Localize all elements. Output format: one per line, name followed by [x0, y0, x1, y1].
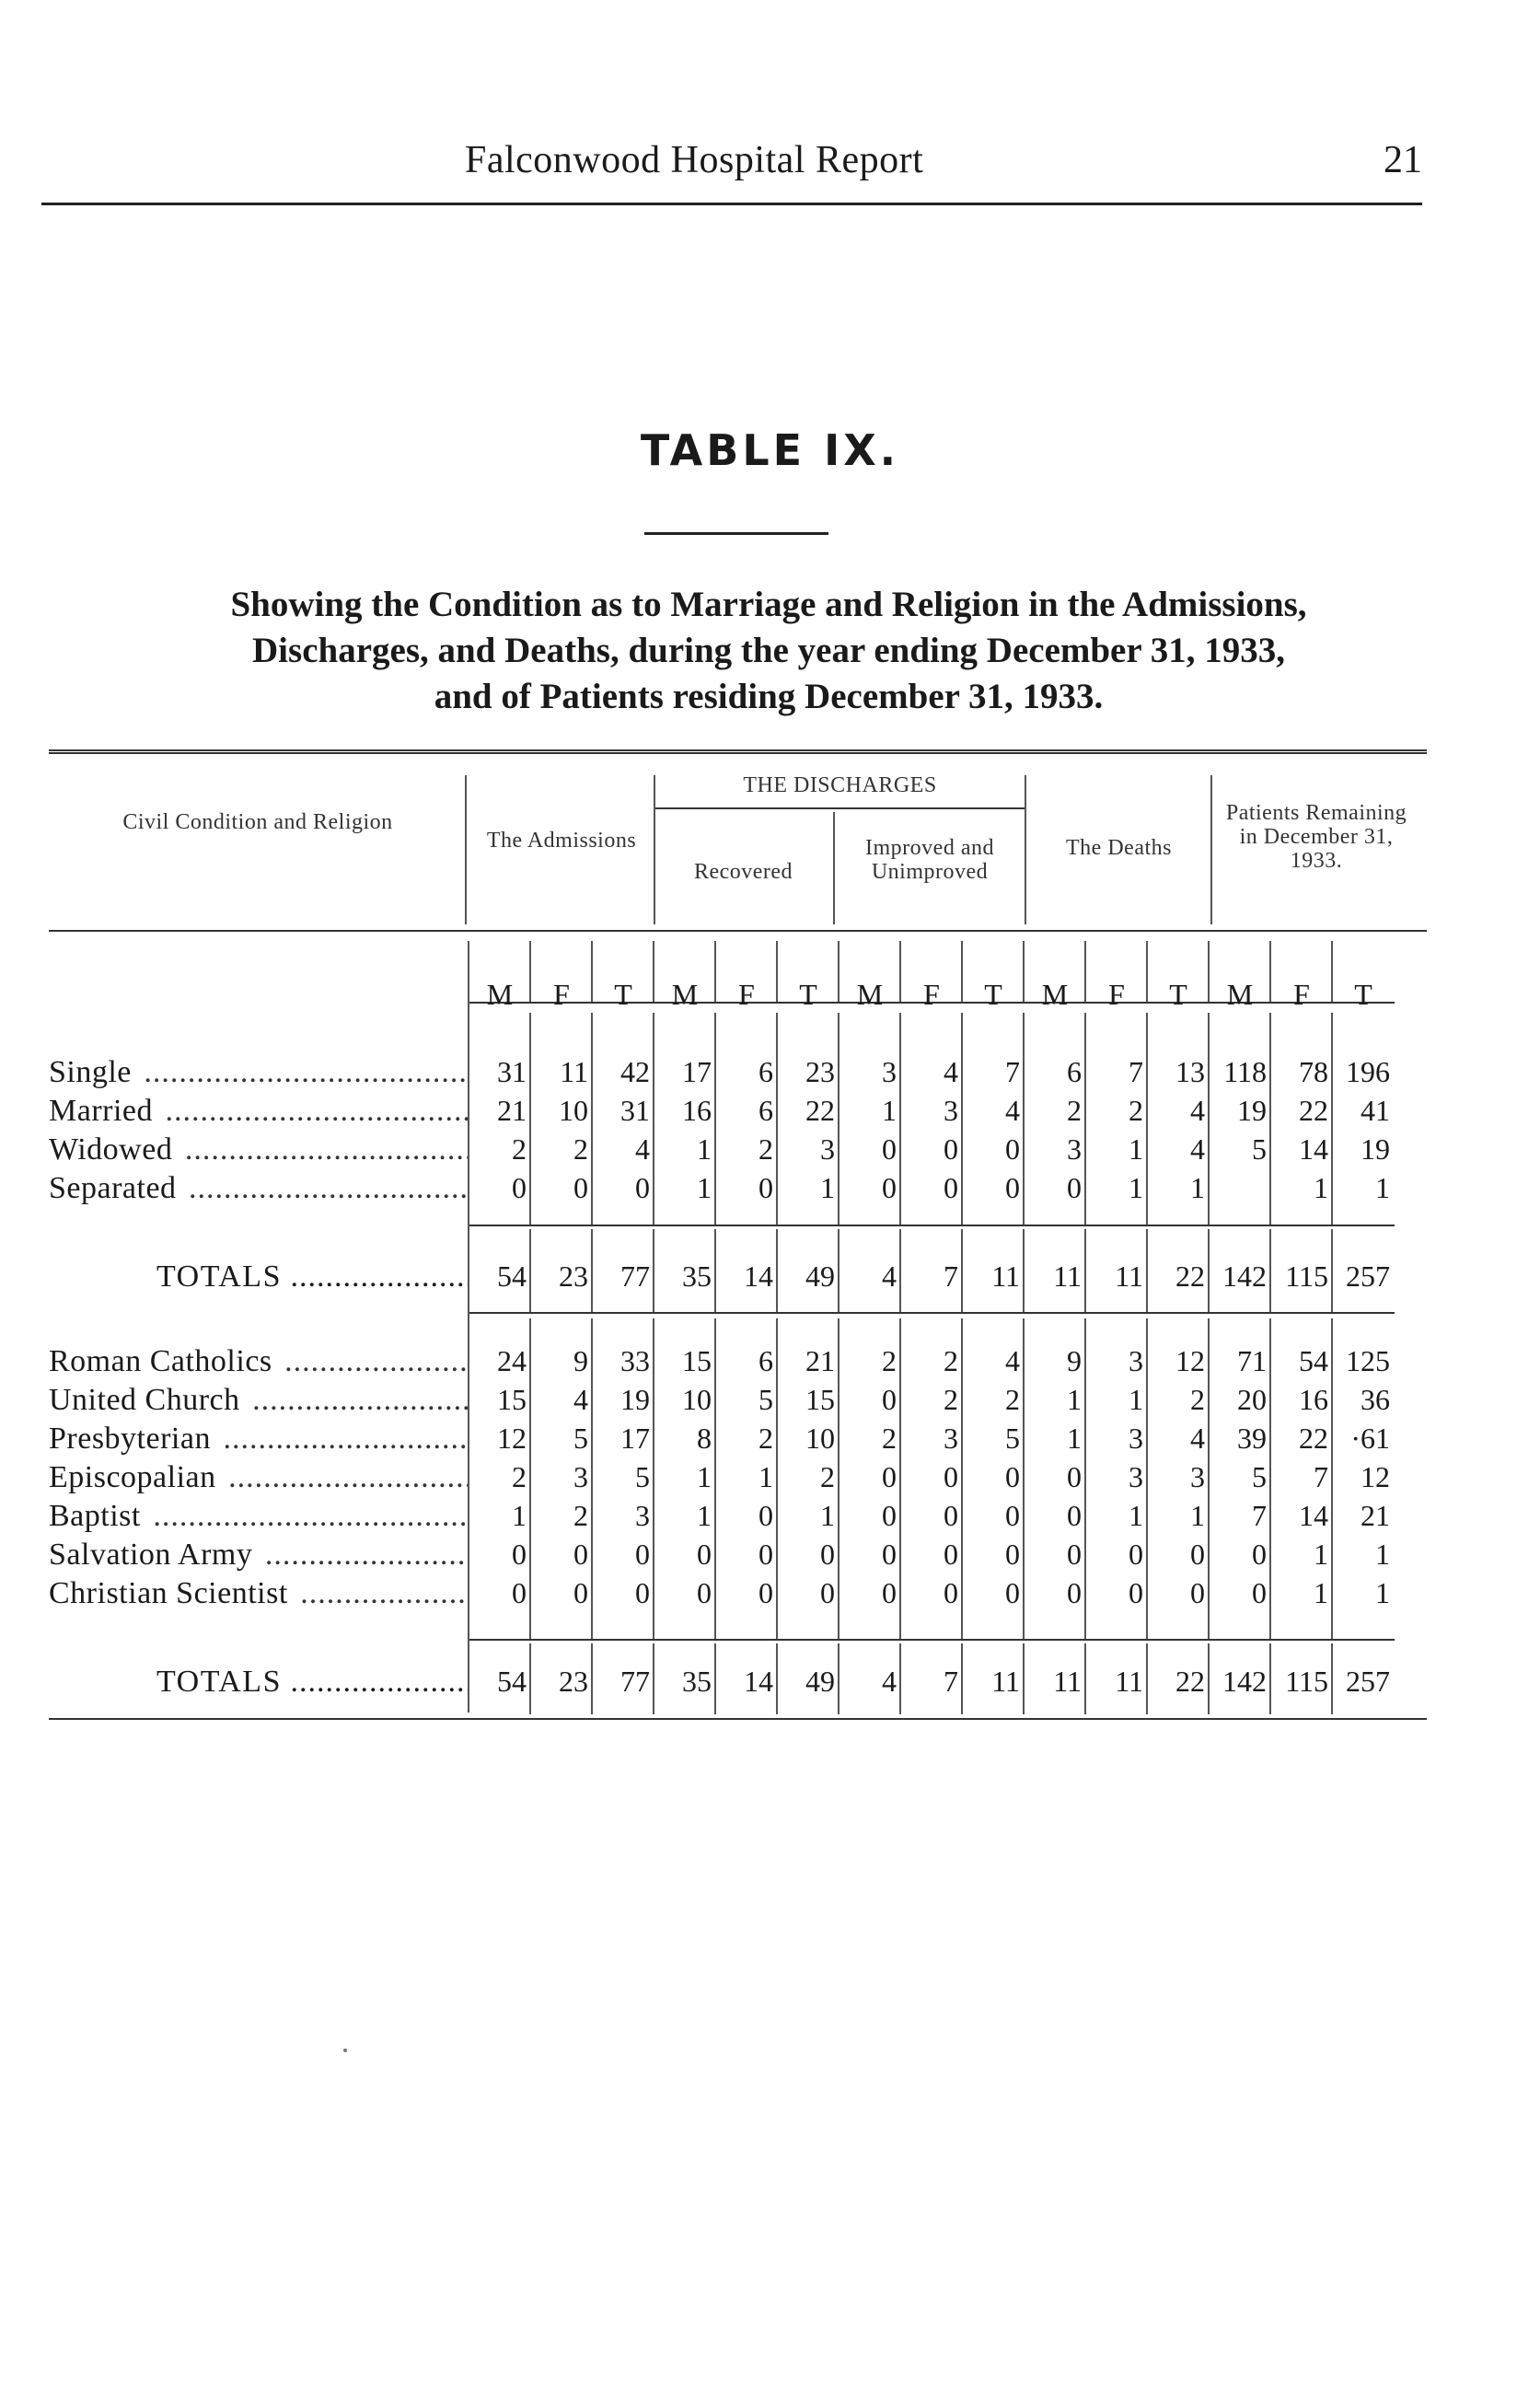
religion-row-cell: 1 — [1129, 1383, 1143, 1416]
civil-row-cell: 196 — [1346, 1055, 1390, 1088]
religion-row-cell: 71 — [1237, 1344, 1267, 1377]
header-divider — [833, 812, 835, 924]
civil-row-cell: 19 — [1361, 1132, 1390, 1166]
religion-row-cell: 0 — [573, 1538, 588, 1571]
religion-row-cell: 0 — [820, 1576, 835, 1609]
civil-row-cell: 6 — [758, 1055, 773, 1088]
row-label-baptist: Baptist ..... — [49, 1499, 468, 1534]
religion-row-cell: 1 — [697, 1460, 712, 1493]
civil-row-cell: 4 — [1190, 1132, 1205, 1166]
religion-row-cell: 21 — [1361, 1499, 1390, 1532]
column-rule — [653, 941, 654, 1002]
column-letter: M — [856, 978, 884, 1011]
civil-row-cell: 1 — [1375, 1171, 1390, 1204]
religion-row-cell: 0 — [697, 1576, 712, 1609]
religion-row-cell: 0 — [1067, 1460, 1082, 1493]
civil-row-cell: 0 — [882, 1132, 897, 1166]
civil-row-cell: 3 — [820, 1132, 835, 1166]
religion-row-cell: 20 — [1237, 1383, 1267, 1416]
religion-row-cell: 12 — [497, 1422, 527, 1455]
civil-row-cell: 0 — [944, 1132, 958, 1166]
religion-row-cell: 0 — [1129, 1576, 1143, 1609]
table-top-rule — [49, 749, 1427, 754]
religion-row-cell: 2 — [944, 1344, 958, 1377]
religion-row-cell: 0 — [1190, 1576, 1205, 1609]
religion-row-cell: 7 — [1314, 1460, 1328, 1493]
religion-row-cell: 3 — [573, 1460, 588, 1493]
civil-totals-label: TOTALS ..... — [156, 1260, 468, 1294]
header-divider — [465, 775, 467, 924]
row-label-united-church: United Church ..... — [49, 1383, 468, 1418]
civil-row-cell: 1 — [1314, 1171, 1328, 1204]
religion-row-cell: 5 — [1252, 1460, 1267, 1493]
row-label-salvation-army: Salvation Army ..... — [49, 1538, 468, 1573]
religion-row-cell: 0 — [944, 1460, 958, 1493]
religion-row-cell: 0 — [944, 1499, 958, 1532]
religion-row-cell: 2 — [512, 1460, 527, 1493]
column-rule — [961, 941, 963, 1002]
religion-row-cell: 4 — [1190, 1422, 1205, 1455]
religion-row-cell: 1 — [697, 1499, 712, 1532]
civil-row-cell: 0 — [573, 1171, 588, 1204]
civil-row-cell: 4 — [1190, 1094, 1205, 1127]
civil-row-cell: 1 — [882, 1094, 897, 1127]
religion-row-cell: 7 — [1252, 1499, 1267, 1532]
header-divider — [654, 775, 655, 924]
column-letter: T — [984, 978, 1002, 1011]
religion-row-cell: 1 — [512, 1499, 527, 1532]
religion-row-cell: 0 — [944, 1576, 958, 1609]
religion-row-cell: 1 — [1129, 1499, 1143, 1532]
civil-row-cell: 3 — [882, 1055, 897, 1088]
civil-row-cell: 1 — [1129, 1132, 1143, 1166]
civil-row-cell: 22 — [1299, 1094, 1328, 1127]
religion-totals-cell: 11 — [1115, 1665, 1143, 1698]
religion-totals-cell: 49 — [805, 1665, 835, 1698]
report-title: Falconwood Hospital Report — [465, 139, 924, 181]
religion-row-cell: 0 — [758, 1499, 773, 1532]
column-letter: M — [1041, 978, 1069, 1011]
civil-row-cell: 2 — [758, 1132, 773, 1166]
religion-totals-cell: 11 — [1053, 1665, 1082, 1698]
column-rule — [776, 941, 778, 1002]
civil-row-cell: 16 — [682, 1094, 712, 1127]
column-letter: F — [738, 978, 755, 1011]
column-rule — [899, 941, 901, 1002]
religion-row-cell: 1 — [1067, 1422, 1082, 1455]
civil-totals-cell: 23 — [559, 1260, 588, 1293]
religion-row-cell: 21 — [805, 1344, 835, 1377]
religion-row-cell: 0 — [1190, 1538, 1205, 1571]
religion-row-cell: 4 — [1005, 1344, 1020, 1377]
caption-line: Discharges, and Deaths, during the year ending December 31, 1933, — [252, 631, 1285, 670]
religion-row-cell: 54 — [1299, 1344, 1328, 1377]
religion-row-cell: 15 — [805, 1383, 835, 1416]
civil-totals-cell: 11 — [1053, 1260, 1082, 1293]
religion-row-cell: 9 — [1067, 1344, 1082, 1377]
religion-row-cell: 0 — [820, 1538, 835, 1571]
column-rule — [1146, 941, 1148, 1002]
religion-row-cell: 0 — [635, 1576, 650, 1609]
religion-row-cell: 10 — [682, 1383, 712, 1416]
civil-totals-cell: 115 — [1285, 1260, 1328, 1293]
religion-row-cell: 5 — [573, 1422, 588, 1455]
religion-totals-cell: 142 — [1222, 1665, 1267, 1698]
page-number: 21 — [1384, 139, 1422, 181]
civil-totals-cell: 7 — [944, 1260, 958, 1293]
civil-row-cell: 13 — [1175, 1055, 1205, 1088]
civil-row-cell: 4 — [944, 1055, 958, 1088]
civil-totals-cell: 142 — [1222, 1260, 1267, 1293]
civil-row-cell: 7 — [1129, 1055, 1143, 1088]
religion-row-cell: 0 — [944, 1538, 958, 1571]
column-rule — [1331, 941, 1333, 1002]
civil-totals-cell: 77 — [620, 1260, 650, 1293]
civil-row-cell: 31 — [620, 1094, 650, 1127]
religion-totals-cell: 35 — [682, 1665, 712, 1698]
civil-row-cell: 17 — [682, 1055, 712, 1088]
civil-row-cell: 1 — [1190, 1171, 1205, 1204]
religion-totals-cell: 77 — [620, 1665, 650, 1698]
column-rule — [1084, 941, 1086, 1002]
row-label-single: Single ..... — [49, 1055, 468, 1090]
civil-row-cell: 0 — [1005, 1171, 1020, 1204]
column-letter: F — [923, 978, 940, 1011]
civil-row-cell: 1 — [820, 1171, 835, 1204]
discharges-header: THE DISCHARGES — [743, 773, 937, 797]
civil-row-cell: 0 — [635, 1171, 650, 1204]
religion-row-cell: 2 — [882, 1422, 897, 1455]
religion-totals-rule — [469, 1639, 1395, 1641]
row-label-separated: Separated ..... — [49, 1171, 468, 1206]
recovered-header: Recovered — [693, 860, 793, 884]
religion-row-cell: 1 — [1067, 1383, 1082, 1416]
caption-line: and of Patients residing December 31, 1933. — [434, 677, 1104, 716]
row-label-roman-catholics: Roman Catholics ..... — [49, 1344, 468, 1379]
religion-row-cell: 1 — [1375, 1576, 1390, 1609]
civil-row-cell: 7 — [1005, 1055, 1020, 1088]
religion-row-cell: 8 — [697, 1422, 712, 1455]
caption-line: Showing the Condition as to Marriage and Religion in the Admissions, — [230, 585, 1307, 624]
civil-row-cell: 3 — [944, 1094, 958, 1127]
civil-totals-cell: 22 — [1175, 1260, 1205, 1293]
civil-row-cell: 6 — [758, 1094, 773, 1127]
row-label-episcopalian: Episcopalian ..... — [49, 1460, 468, 1495]
civil-row-cell: 1 — [1129, 1171, 1143, 1204]
religion-totals-cell: 11 — [991, 1665, 1020, 1698]
religion-row-cell: 2 — [882, 1344, 897, 1377]
civil-totals-cell: 11 — [991, 1260, 1020, 1293]
column-letter: T — [799, 978, 817, 1011]
religion-totals-cell: 14 — [744, 1665, 773, 1698]
column-letter: T — [1354, 978, 1372, 1011]
civil-row-cell: 2 — [1067, 1094, 1082, 1127]
civil-row-cell: 1 — [697, 1171, 712, 1204]
religion-row-cell: 3 — [635, 1499, 650, 1532]
table-title: TABLE IX. — [640, 425, 900, 475]
column-rule — [1023, 941, 1025, 1002]
religion-row-cell: 12 — [1361, 1460, 1390, 1493]
religion-row-cell: 125 — [1346, 1344, 1390, 1377]
civil-row-cell: 14 — [1299, 1132, 1328, 1166]
religion-row-cell: 0 — [1252, 1576, 1267, 1609]
religion-row-cell: 1 — [1190, 1499, 1205, 1532]
religion-row-cell: 15 — [682, 1344, 712, 1377]
religion-row-cell: 0 — [882, 1460, 897, 1493]
religion-row-cell: 3 — [1190, 1460, 1205, 1493]
religion-row-cell: 12 — [1175, 1344, 1205, 1377]
header-divider — [1210, 775, 1212, 924]
religion-row-cell: 19 — [620, 1383, 650, 1416]
improved-header: Improved and Unimproved — [865, 836, 994, 884]
civil-row-cell: 118 — [1223, 1055, 1267, 1088]
religion-totals-cell: 4 — [882, 1665, 897, 1698]
religion-row-cell: 24 — [497, 1344, 527, 1377]
religion-row-cell: 5 — [635, 1460, 650, 1493]
religion-row-cell: 3 — [944, 1422, 958, 1455]
religion-row-cell: 2 — [573, 1499, 588, 1532]
deaths-header: The Deaths — [1066, 836, 1172, 860]
civil-totals-cell: 4 — [882, 1260, 897, 1293]
religion-row-cell: 14 — [1299, 1499, 1328, 1532]
religion-row-cell: 0 — [573, 1576, 588, 1609]
religion-row-cell: 0 — [1067, 1538, 1082, 1571]
religion-row-cell: 0 — [512, 1576, 527, 1609]
religion-row-cell: 0 — [1129, 1538, 1143, 1571]
religion-row-cell: 0 — [758, 1576, 773, 1609]
religion-row-cell: 3 — [1129, 1460, 1143, 1493]
civil-totals-cell: 54 — [497, 1260, 527, 1293]
religion-row-cell: 22 — [1299, 1422, 1328, 1455]
paper-speck — [343, 2049, 347, 2052]
civil-row-cell: 19 — [1237, 1094, 1267, 1127]
religion-row-cell: 5 — [758, 1383, 773, 1416]
civil-row-cell: 4 — [1005, 1094, 1020, 1127]
civil-row-cell: 21 — [497, 1094, 527, 1127]
religion-row-cell: 39 — [1237, 1422, 1267, 1455]
civil-totals-cell: 11 — [1115, 1260, 1143, 1293]
table-bottom-rule — [49, 1718, 1427, 1720]
religion-row-cell: 0 — [882, 1538, 897, 1571]
civil-row-cell: 3 — [1067, 1132, 1082, 1166]
religion-totals-cell: 54 — [497, 1665, 527, 1698]
religion-totals-cell: 23 — [559, 1665, 588, 1698]
discharges-rule — [654, 807, 1025, 809]
religion-row-cell: 0 — [758, 1538, 773, 1571]
religion-row-cell: 0 — [882, 1576, 897, 1609]
civil-row-cell: 22 — [805, 1094, 835, 1127]
column-letter: M — [486, 978, 514, 1011]
civil-row-cell: 6 — [1067, 1055, 1082, 1088]
religion-row-cell: 0 — [1005, 1576, 1020, 1609]
row-label-married: Married ..... — [49, 1094, 468, 1129]
totals-top-rule — [469, 1225, 1395, 1226]
civil-row-cell: 2 — [1129, 1094, 1143, 1127]
religion-row-cell: 2 — [944, 1383, 958, 1416]
column-rule — [529, 941, 531, 1002]
religion-row-cell: 0 — [1067, 1576, 1082, 1609]
religion-totals-cell: 257 — [1346, 1665, 1390, 1698]
religion-totals-label: TOTALS ..... — [156, 1665, 468, 1700]
civil-row-cell: 5 — [1252, 1132, 1267, 1166]
civil-row-cell: 0 — [1005, 1132, 1020, 1166]
civil-totals-cell: 257 — [1346, 1260, 1390, 1293]
header-divider — [1025, 775, 1026, 924]
religion-row-cell: 0 — [1005, 1538, 1020, 1571]
religion-row-cell: ·61 — [1350, 1422, 1390, 1455]
religion-row-cell: 1 — [1314, 1576, 1328, 1609]
stub-header: Civil Condition and Religion — [122, 810, 393, 834]
civil-row-cell: 0 — [512, 1171, 527, 1204]
admissions-header: The Admissions — [486, 829, 637, 853]
column-letter: F — [1108, 978, 1125, 1011]
religion-totals-cell: 115 — [1285, 1665, 1328, 1698]
religion-totals-cell: 22 — [1175, 1665, 1205, 1698]
civil-row-cell: 0 — [1067, 1171, 1082, 1204]
civil-row-cell: 42 — [620, 1055, 650, 1088]
religion-row-cell: 1 — [1314, 1538, 1328, 1571]
religion-row-cell: 1 — [758, 1460, 773, 1493]
civil-row-cell: 4 — [635, 1132, 650, 1166]
religion-row-cell: 15 — [497, 1383, 527, 1416]
civil-row-cell: 1 — [697, 1132, 712, 1166]
religion-row-cell: 1 — [1375, 1538, 1390, 1571]
civil-row-cell: 0 — [882, 1171, 897, 1204]
religion-row-cell: 2 — [758, 1422, 773, 1455]
civil-row-cell: 11 — [560, 1055, 588, 1088]
religion-row-cell: 3 — [1129, 1344, 1143, 1377]
civil-row-cell: 41 — [1361, 1094, 1390, 1127]
religion-row-cell: 0 — [512, 1538, 527, 1571]
religion-totals-cell: 7 — [944, 1665, 958, 1698]
column-letter: F — [1293, 978, 1310, 1011]
civil-row-cell: 78 — [1299, 1055, 1328, 1088]
civil-row-cell: 2 — [512, 1132, 527, 1166]
religion-row-cell: 0 — [697, 1538, 712, 1571]
civil-row-cell: 0 — [944, 1171, 958, 1204]
religion-row-cell: 33 — [620, 1344, 650, 1377]
religion-row-cell: 4 — [573, 1383, 588, 1416]
column-rule — [838, 941, 839, 1002]
religion-row-cell: 9 — [573, 1344, 588, 1377]
row-label-presbyterian: Presbyterian ..... — [49, 1422, 468, 1457]
religion-row-cell: 0 — [1067, 1499, 1082, 1532]
religion-row-cell: 36 — [1361, 1383, 1390, 1416]
religion-row-cell: 2 — [820, 1460, 835, 1493]
religion-row-cell: 0 — [882, 1499, 897, 1532]
religion-row-cell: 2 — [1190, 1383, 1205, 1416]
religion-row-cell: 6 — [758, 1344, 773, 1377]
row-label-widowed: Widowed ..... — [49, 1132, 468, 1167]
religion-row-cell: 3 — [1129, 1422, 1143, 1455]
religion-row-cell: 16 — [1299, 1383, 1328, 1416]
civil-totals-cell: 14 — [744, 1260, 773, 1293]
civil-row-cell: 23 — [805, 1055, 835, 1088]
religion-row-cell: 10 — [805, 1422, 835, 1455]
religion-row-cell: 17 — [620, 1422, 650, 1455]
civil-totals-cell: 49 — [805, 1260, 835, 1293]
totals-bottom-rule — [469, 1312, 1395, 1314]
religion-row-cell: 0 — [1005, 1499, 1020, 1532]
column-rule — [1269, 941, 1271, 1002]
civil-row-cell: 31 — [497, 1055, 527, 1088]
religion-row-cell: 0 — [1252, 1538, 1267, 1571]
civil-row-cell: 2 — [573, 1132, 588, 1166]
religion-row-cell: 0 — [882, 1383, 897, 1416]
religion-row-cell: 2 — [1005, 1383, 1020, 1416]
column-letter: T — [1169, 978, 1187, 1011]
row-label-christian-scientist: Christian Scientist ..... — [49, 1576, 468, 1611]
civil-row-cell: 0 — [758, 1171, 773, 1204]
column-letter: T — [614, 978, 632, 1011]
column-rule — [591, 941, 593, 1002]
religion-row-cell: 5 — [1005, 1422, 1020, 1455]
column-rule — [1208, 941, 1210, 1002]
column-letter: M — [671, 978, 699, 1011]
column-letter: F — [553, 978, 570, 1011]
remaining-header: Patients Remaining in December 31, 1933. — [1225, 801, 1407, 873]
religion-row-cell: 0 — [1005, 1460, 1020, 1493]
column-letter: M — [1226, 978, 1254, 1011]
column-rule — [714, 941, 716, 1002]
civil-row-cell: 10 — [559, 1094, 588, 1127]
religion-row-cell: 0 — [635, 1538, 650, 1571]
header-bottom-rule — [49, 930, 1427, 932]
civil-totals-cell: 35 — [682, 1260, 712, 1293]
religion-row-cell: 1 — [820, 1499, 835, 1532]
